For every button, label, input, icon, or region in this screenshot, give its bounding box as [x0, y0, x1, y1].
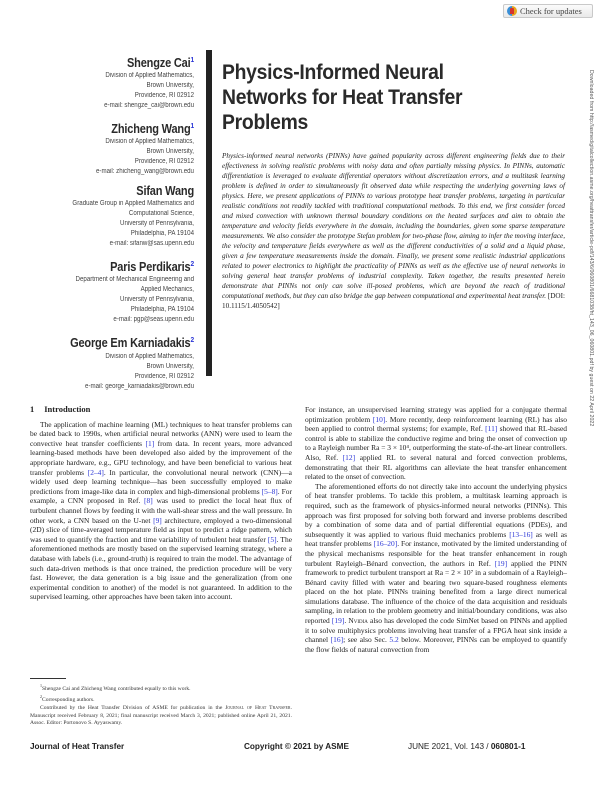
author-email[interactable]: e-mail: sifanw@sas.upenn.edu — [109, 240, 194, 248]
author-affiliation: Brown University, — [146, 362, 194, 370]
citation-link[interactable]: [5] — [267, 534, 277, 544]
author-footnote-mark[interactable]: 2 — [190, 335, 194, 345]
paragraph: The aforementioned efforts do not directly take into account the underlying physics of heat transfer problems. To tackle this problem, a multitask learning approach is required, such as the framework of physics-informed neural networks (PINNs). This approach was first proposed for solving both forward and inverse problems described by a combination of some data and of partial differential equations (PDEs), and subsequently it was applied to various fluid mechanics problems [13–16] as well as heat transfer problems [16–20]. For instance, motivated by the limited understanding of the physical mechanisms responsible for the heat transfer enhancement in rough turbulent Rayleigh–Bénard convection, the authors in Ref. [19] applied the PINN framework to predict turbulent transport at Ra = 2 × 10⁷ in a subdomain of a Rayleigh–Bénard cavity filled with water and bearing two square-based roughness elements placed on the hot plate. PINNs training benefited from a large direct numerical simulations database. The influence of the choice of the data acquisition and residuals sampling, in relation to the problem geometry and initial/boundary conditions, was also reported [19]. Nvidia also has developed the code SimNet based on PINNs and applied it to solve multiphysics problems involving heat transfer of a FPGA heat sink inside a channel [16]; see also Sec. 5.2 below. Moreover, PINNs can be employed to quantify the flow fields of natural convection from — [305, 481, 568, 654]
footnote-1: $^1$Shengze Cai and Zhicheng Wang contributed equally to this work. — [40, 683, 191, 692]
author-email[interactable]: e-mail: pgp@seas.upenn.edu — [113, 316, 194, 324]
check-for-updates-button[interactable] — [503, 4, 593, 18]
citation-link[interactable]: [11] — [485, 424, 498, 434]
crossmark-icon — [507, 6, 517, 16]
author-affiliation: Philadelphia, PA 19104 — [130, 230, 194, 238]
author-list — [10, 52, 194, 399]
paragraph: For instance, an unsupervised learning strategy was applied for a conjugate thermal optimization problem [10]. More recently, deep reinforcement learning (RL) has also been applied to control thermal systems; for example, Ref. [11] showed that RL-based control is able to stabilize the conductive regime and bring the onset of convection up to a Rayleigh number Ra = 3 × 10⁴, outperforming the state-of-the-art linear controllers. Also, Ref. [12] applied RL to several natural and forced convection problems, demonstrating that their RL algorithms can alleviate the heat transfer enhancement related to the onset of convection. — [305, 405, 567, 482]
citation-link[interactable]: [2–4] — [87, 467, 104, 477]
paper-title: Physics-Informed Neural Networks for Heat Transfer Problems — [222, 60, 463, 134]
check-for-updates-label: Check for updates — [520, 6, 582, 16]
citation-link[interactable]: [13–16] — [509, 529, 533, 539]
author-email[interactable]: e-mail: shengze_cai@brown.edu — [104, 102, 194, 110]
author-email[interactable]: e-mail: george_karniadakis@brown.edu — [85, 382, 194, 390]
citation-link[interactable]: [19] — [494, 558, 508, 568]
author-block — [10, 184, 194, 249]
author-affiliation: Providence, RI 02912 — [134, 92, 194, 100]
citation-link[interactable]: [16] — [330, 635, 344, 645]
abstract — [222, 151, 565, 311]
author-affiliation: Division of Applied Mathematics, — [105, 138, 194, 146]
author-name: Paris Perdikaris$^2$ — [110, 259, 194, 275]
author-affiliation: Graduate Group in Applied Mathematics and — [72, 200, 194, 208]
author-affiliation: Philadelphia, PA 19104 — [130, 306, 194, 314]
author-affiliation: Brown University, — [146, 82, 194, 90]
author-affiliation: University of Pennsylvania, — [120, 296, 194, 304]
citation-link[interactable]: [1] — [145, 438, 155, 448]
body-column-right — [305, 405, 567, 654]
doi-link[interactable]: [DOI: 10.1115/1.4050542] — [222, 292, 565, 310]
author-affiliation: University of Pennsylvania, — [120, 220, 194, 228]
footer-copyright: Copyright © 2021 by ASME — [244, 742, 349, 751]
author-affiliation: Department of Mechanical Engineering and — [75, 276, 194, 284]
footer-journal-name: Journal of Heat Transfer — [30, 742, 125, 751]
author-affiliation: Computational Science, — [128, 210, 194, 218]
author-affiliation: Providence, RI 02912 — [134, 372, 194, 380]
author-affiliation: Division of Applied Mathematics, — [105, 352, 194, 360]
citation-link[interactable]: [8] — [144, 496, 153, 506]
author-name: George Em Karniadakis$^2$ — [70, 335, 194, 351]
footnotes — [30, 682, 292, 728]
author-footnote-mark[interactable]: 1 — [190, 121, 194, 131]
paragraph: The application of machine learning (ML) techniques to heat transfer problems can be dated back to 1990s, when artificial neural networks (ANN) were used to learn the convective heat transfer coefficients [1] from data. In recent years, more advanced learning-based methods have been developed also aided by the improvement of the appropriate hardware, e.g., GPU technology, and have been beneficial to various heat transfer problems [2–4]. In particular, the convolutional neural network (CNN)—a widely used deep learning technique—has been successfully employed to make predictions from image-like data in complex and high-dimensional problems [5–8]. For example, a CNN proposed in Ref. [8] was used to predict the local heat flux of turbulent channel flows by feeding it with the wall-shear stress and the wall pressure. In other work, a CNN based on the U-net [9] architecture, employed a two-dimensional (2D) slice of time-averaged temperature field as input to predict a ridge pattern, which was used to quantify the fraction and time variability of turbulent heat transfer [5]. The aforementioned methods are mostly based on the supervised learning strategy, where a database with labels (i.e., ground-truth) is required to train the model. The advantage of such data-driven methods is that once trained, the prediction procedure will be very fast. However, the data generation is a big issue and the generalization (from one experimental condition to another) of the model is not guaranteed. In addition to the supervised learning, other approaches have been taken into account. — [30, 419, 292, 602]
author-footnote-mark[interactable]: 2 — [190, 259, 194, 269]
author-block — [10, 118, 194, 177]
download-note-text: Downloaded from http://asmedigitalcollection.asme.org/heattransfer/article-pdf/143/6/060801/6681038/ht_143_06_060801.pdf by guest on 22 April 2022 — [588, 70, 594, 427]
author-name: Sifan Wang — [136, 184, 194, 199]
body-column-left — [30, 405, 292, 602]
page-number: 060801-1 — [490, 742, 526, 751]
citation-link[interactable]: [10] — [372, 414, 386, 424]
author-affiliation: Applied Mechanics, — [140, 286, 194, 294]
author-email[interactable]: e-mail: zhicheng_wang@brown.edu — [95, 168, 194, 176]
author-block — [10, 52, 194, 111]
citation-link[interactable]: [5–8] — [261, 486, 278, 496]
author-name: Zhicheng Wang$^1$ — [111, 121, 194, 137]
author-affiliation: Division of Applied Mathematics, — [105, 72, 194, 80]
author-affiliation: Brown University, — [146, 148, 194, 156]
footnote-rule — [30, 678, 66, 679]
author-block — [10, 256, 194, 325]
footnote-2: $^2$Corresponding authors. — [40, 694, 95, 704]
citation-link[interactable]: [16–20] — [373, 539, 398, 549]
author-name: Shengze Cai$^1$ — [127, 55, 194, 71]
footer-issue: JUNE 2021, Vol. 143 / 060801-1 — [408, 742, 526, 751]
title-accent-bar — [206, 50, 212, 376]
download-note — [586, 70, 594, 630]
author-affiliation: Providence, RI 02912 — [134, 158, 194, 166]
section-heading — [30, 405, 292, 415]
citation-link[interactable]: 5.2 — [389, 635, 399, 645]
author-footnote-mark[interactable]: 1 — [190, 55, 194, 64]
author-block — [10, 332, 194, 391]
citation-link[interactable]: [12] — [342, 452, 356, 462]
section-title: Introduction — [44, 404, 91, 414]
abstract-text: Physics-informed neural networks (PINNs) have gained popularity across different engineering fields due to their effectiveness in solving realistic problems with noisy data and often partially missing physics. In PINNs, automatic differentiation is leveraged to evaluate differential operators without discretization errors, and a multitask learning problem is defined in order to simultaneously fit observed data while respecting the underlying governing laws of physics. Here, we present applications of PINNs to various prototype heat transfer problems, targeting in particular realistic conditions not readily tackled with traditional computational methods. To this end, we first consider forced and mixed convection with unknown thermal boundary conditions on the heated surfaces and aim to obtain the temperature and velocity fields everywhere in the domain, including the boundaries, given some sparse temperature measurements. We also consider the prototype Stefan problem for two-phase flow, aiming to infer the moving interface, the velocity and temperature fields everywhere as well as the different conductivities of a solid and a liquid phase, given a few temperature measurements inside the domain. Finally, we present some realistic industrial applications related to power electronics to highlight the practicality of PINNs as well as the effective use of neural networks in solving general heat transfer problems of industrial complexity. Taken together, the results presented herein demonstrate that PINNs not only can solve ill-posed problems, which are beyond the reach of traditional computational methods, but they can also bridge the gap between computational and experimental heat transfer. — [222, 152, 565, 300]
citation-link[interactable]: [9] — [153, 515, 162, 525]
citation-link[interactable]: [19] — [331, 616, 345, 626]
section-number: 1 — [30, 404, 35, 414]
contribution-note: Contributed by the Heat Transfer Division of ASME for publication in the Journal of Heat Transfer. Manuscript received February 8, 2021; final manuscript received March 3, 2021; published online April 21, 2021. Assoc. Editor: Portonovo S. Ayyaswamy. — [30, 704, 292, 727]
